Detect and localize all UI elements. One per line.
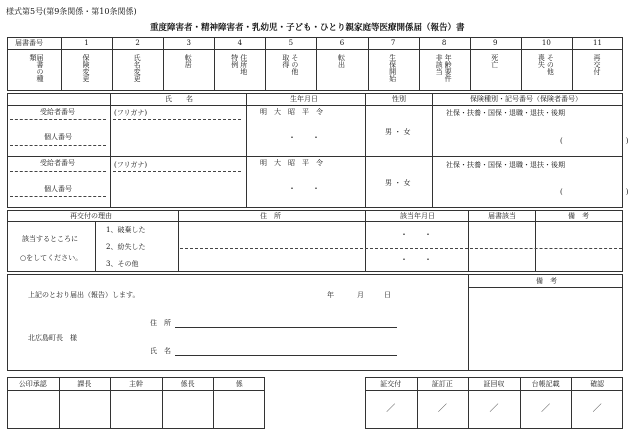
form-title: 重度障害者・精神障害者・乳幼児・子ども・ひとり親家庭等医療開係届（報告）書 [150, 23, 465, 33]
applicant-name-label: 氏 名 [150, 347, 171, 355]
approval-left-label: 主幹 [128, 380, 143, 388]
personal-number-label: 個人番号 [44, 133, 72, 141]
type-option-label: 住所地 [239, 54, 248, 75]
dob-dots: ・ ・ [288, 184, 320, 193]
day-label: 日 [384, 291, 391, 299]
reason-option-1[interactable]: 1、破棄した [106, 226, 146, 234]
type-option-label: 転出 [337, 54, 346, 68]
type-option-label: 年齢要件 [444, 54, 453, 82]
applicant-name-field[interactable] [175, 355, 397, 356]
type-number: 6 [339, 39, 345, 47]
type-number: 3 [186, 39, 191, 47]
type-option-10[interactable] [521, 50, 572, 90]
insurance-types: 社保・扶養・国保・退職・退扶・後期 [446, 161, 565, 169]
type-option-label: 特例 [230, 54, 239, 68]
type-option-1[interactable] [61, 50, 112, 90]
type-option-label: その他 [546, 54, 555, 75]
declaration-section [7, 274, 623, 371]
type-number: 10 [541, 39, 551, 47]
type-option-5[interactable] [265, 50, 316, 90]
month-label: 月 [357, 291, 364, 299]
date-header: 該当年月日 [400, 212, 435, 220]
instruction-line-1: 該当するところに [22, 235, 78, 243]
insurance-header: 保険種別・記号番号（保険者番号） [470, 95, 582, 103]
date-dots: ・ ・ [400, 230, 432, 239]
era-options: 明 大 昭 平 令 [260, 159, 323, 167]
approval-right-stamp-field[interactable]: ／ [437, 404, 447, 414]
approval-left-label: 係 [235, 380, 243, 388]
type-option-label: 氏名変更 [133, 54, 142, 82]
approval-right-stamp-field[interactable]: ／ [386, 404, 396, 414]
date-dots: ・ ・ [400, 255, 432, 264]
dob-header: 生年月日 [290, 95, 318, 103]
approval-left-stamp-field[interactable] [110, 405, 162, 419]
type-number: 4 [237, 39, 243, 47]
type-option-label: 再交付 [592, 54, 601, 75]
applicant-address-label: 住 所 [150, 319, 171, 327]
name-header: 氏 名 [165, 95, 193, 103]
approval-right-stamp-field[interactable]: ／ [592, 404, 602, 414]
type-option-label: 死亡 [490, 54, 499, 68]
form-number: 様式第5号(第9条関係・第10条関係) [6, 7, 137, 16]
furigana-label: (フリガナ) [114, 109, 148, 117]
type-option-label: 保険変更 [82, 54, 91, 82]
type-option-11[interactable] [572, 50, 623, 90]
remarks-header: 備 考 [568, 212, 589, 220]
notice-header: 届書該当 [488, 212, 516, 220]
personal-number-label: 個人番号 [44, 185, 72, 193]
dob-dots: ・ ・ [288, 133, 320, 142]
approval-left-label: 課長 [77, 380, 92, 388]
furigana-label: (フリガナ) [114, 161, 148, 169]
applicant-address-field[interactable] [175, 327, 397, 328]
sex-options: 男 ・ 女 [385, 179, 411, 187]
type-option-label: 転居 [184, 54, 193, 68]
approval-right-stamp-field[interactable]: ／ [541, 404, 551, 414]
type-option-label: 非該当 [435, 54, 444, 75]
type-number: 11 [592, 39, 602, 47]
sex-header: 性別 [392, 95, 406, 103]
approval-right-label: 台帳記載 [531, 380, 560, 388]
type-option-7[interactable] [368, 50, 419, 90]
type-option-label: 取得 [281, 54, 290, 68]
recipient-number-label: 受給者番号 [40, 108, 75, 116]
type-number-header: 届書番号 [15, 39, 43, 47]
type-number: 1 [84, 39, 89, 47]
type-option-label: その他 [290, 54, 299, 75]
recipient-name: 北広島町長 様 [28, 334, 77, 342]
approval-left-stamp-field[interactable] [59, 405, 111, 419]
approval-left-stamp-field[interactable] [7, 405, 59, 419]
approval-left-stamp-field[interactable] [162, 405, 214, 419]
insurer-number-field[interactable]: ( ) [560, 137, 629, 145]
type-option-8[interactable] [419, 50, 470, 90]
type-number: 5 [288, 39, 294, 47]
type-option-6[interactable] [316, 50, 367, 90]
reason-option-2[interactable]: 2、紛失した [106, 243, 146, 251]
approval-right-stamp-field[interactable]: ／ [489, 404, 499, 414]
approval-left-label: 係長 [180, 380, 195, 388]
approval-right-label: 証訂正 [431, 380, 453, 388]
reissue-reason-header: 再交付の理由 [70, 212, 112, 220]
year-label: 年 [327, 291, 334, 299]
era-options: 明 大 昭 平 令 [260, 108, 323, 116]
sex-options: 男 ・ 女 [385, 128, 411, 136]
reason-option-3[interactable]: 3、その他 [106, 260, 139, 268]
type-row-header: 届書の種類 [29, 54, 44, 82]
type-option-4[interactable] [214, 50, 265, 90]
type-option-9[interactable] [470, 50, 521, 90]
approval-left-label: 公印承認 [18, 380, 47, 388]
instruction-line-2: ○をしてください。 [20, 254, 83, 262]
address-header: 住 所 [260, 212, 281, 220]
type-option-2[interactable] [112, 50, 163, 90]
type-number: 7 [390, 39, 396, 47]
declaration-remarks-header: 備 考 [536, 277, 557, 285]
type-option-label: 生保開始 [388, 54, 397, 82]
type-number: 8 [441, 39, 447, 47]
declaration-statement: 上記のとおり届出（報告）します。 [28, 291, 140, 299]
insurance-types: 社保・扶養・国保・退職・退扶・後期 [446, 109, 565, 117]
approval-right-label: 確認 [590, 380, 605, 388]
type-option-label: 喪失 [537, 54, 546, 68]
approval-right-label: 証回収 [483, 380, 505, 388]
recipient-number-label: 受給者番号 [40, 159, 75, 167]
approval-left-stamp-field[interactable] [213, 405, 265, 419]
type-number: 2 [135, 39, 140, 47]
insurer-number-field[interactable]: ( ) [560, 188, 629, 196]
approval-right-label: 証交付 [380, 380, 402, 388]
type-number: 9 [493, 39, 498, 47]
type-option-3[interactable] [163, 50, 214, 90]
